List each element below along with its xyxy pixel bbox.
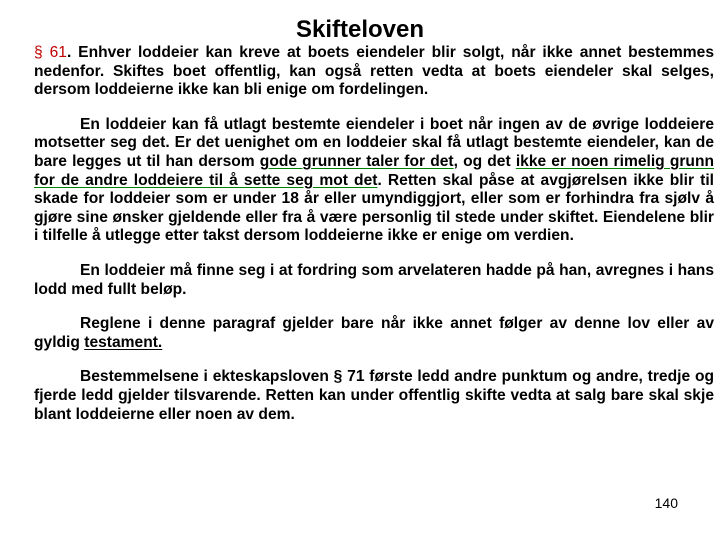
paragraph-1-text: . Enhver loddeier kan kreve at boets eiendeler blir solgt, når ikke annet bestemmes nedenfor. Skiftes boet offentlig, kan også retten vedta at boets eiendeler skal selges, dersom loddeierne ikke kan bli enige om fordelingen. [34, 44, 714, 99]
paragraph-2-text-a: En loddeier kan få utlagt bestemte eiendeler i boet når ingen av de øvrige loddeiere motsetter seg det. Er det uenighet om en loddeier skal få utlagt bestemte eiendeler, kan de bare legges ut til han dersom [34, 115, 714, 170]
paragraph-1 [34, 44, 714, 100]
underlined-phrase-no-reasonable-cause: ikke er noen rimelig grunn for de andre loddeiere til å sette seg mot det [34, 152, 714, 189]
underlined-phrase-good-reasons: gode grunner taler for det [259, 152, 454, 170]
paragraph-2-text-c: . Retten skal påse at avgjørelsen ikke blir til skade for loddeier som er under 18 år eller umyndiggjort, eller som er forhindra fra sjølv å gjøre sine ønsker gjeldende eller fra å være personlig til stede under skiftet. Eiendelene blir i tilfelle å utlegge etter takst dersom loddeierne ikke er enige om verdien. [34, 171, 714, 245]
section-reference: § 61 [34, 44, 67, 61]
paragraph-2-text-b: , og det [453, 152, 516, 170]
page-number: 140 [654, 495, 678, 511]
paragraph-2 [34, 116, 714, 246]
paragraph-4-text: Reglene i denne paragraf gjelder bare når ikke annet følger av denne lov eller av gyldig [34, 315, 714, 351]
paragraph-4 [34, 315, 714, 352]
paragraph-5: Bestemmelsene i ekteskapsloven § 71 første ledd andre punktum og andre, tredje og fjerde ledd gjelder tilsvarende. Retten kan under offentlig skifte vedta at salg bare skal skje blant loddeierne eller noen av dem. [34, 368, 714, 423]
slide-title: Skifteloven [295, 16, 425, 43]
body-text [34, 44, 714, 424]
paragraph-3: En loddeier må finne seg i at fordring som arvelateren hadde på han, avregnes i hans lodd med fullt beløp. [34, 261, 714, 298]
underlined-word-testament: testament. [84, 333, 163, 351]
